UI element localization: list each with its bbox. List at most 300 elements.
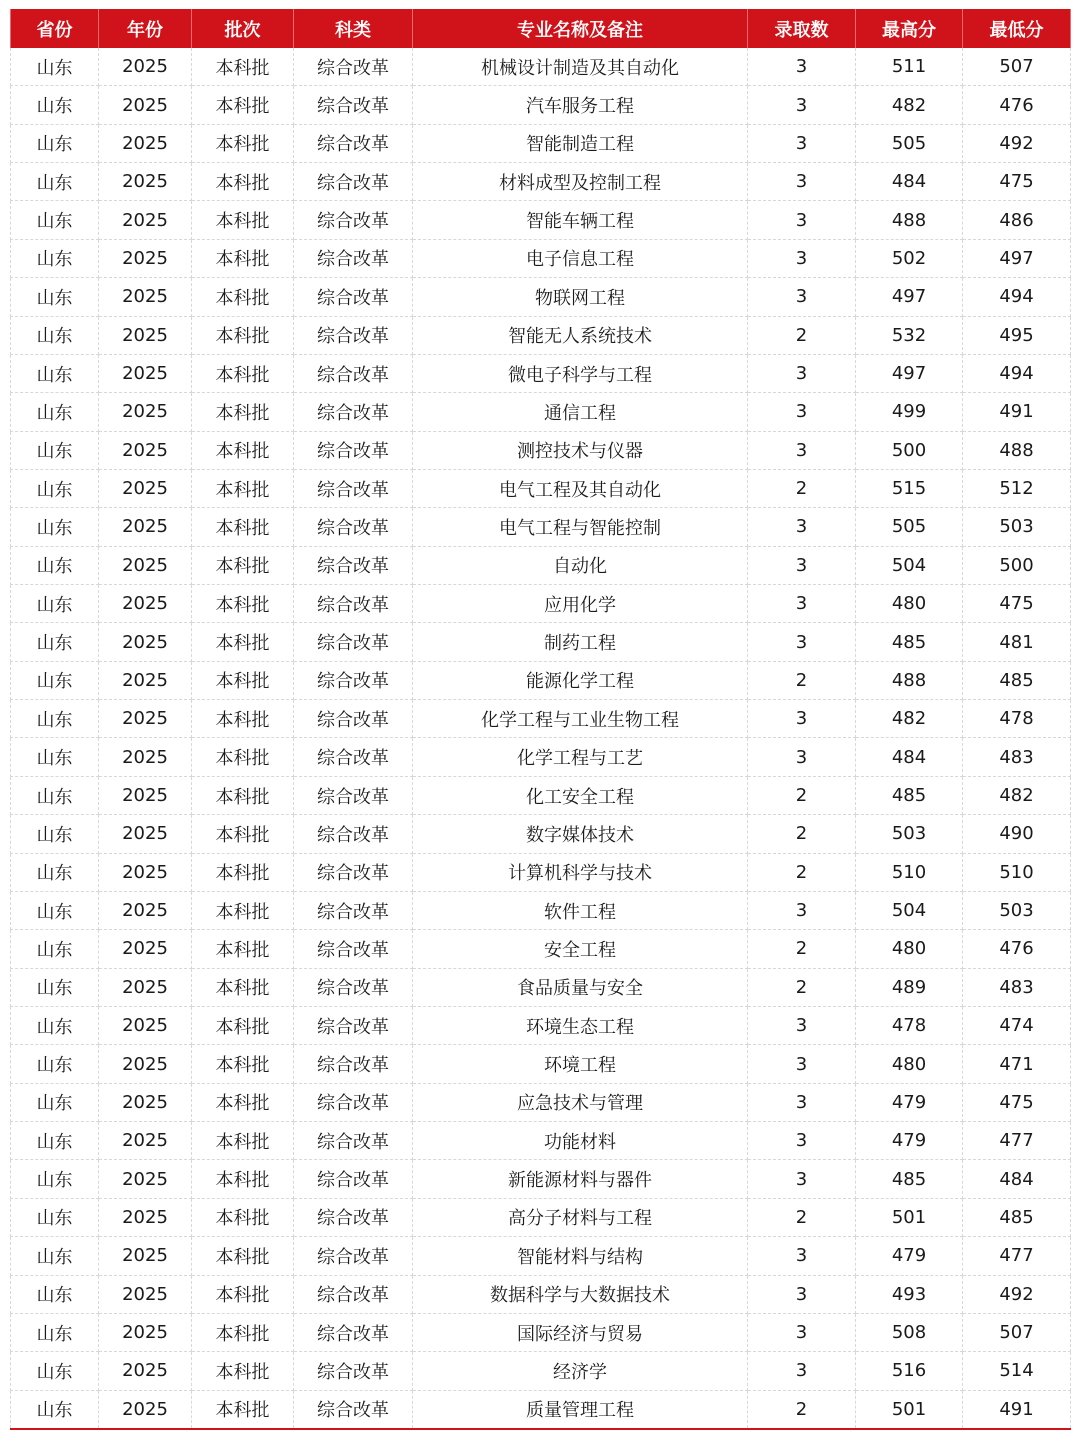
- min-score-cell: 486: [963, 201, 1071, 239]
- header-row: [11, 9, 1071, 48]
- table-row: [11, 48, 1071, 86]
- major-cell: 制药工程: [413, 623, 748, 661]
- min-score-cell: 492: [963, 124, 1071, 162]
- max-score-cell: 501: [856, 1198, 963, 1236]
- min-score-cell: 485: [963, 661, 1071, 699]
- min-score-cell: 503: [963, 891, 1071, 929]
- header-admitted-count: 录取数: [748, 9, 856, 48]
- major-cell: 环境生态工程: [413, 1006, 748, 1044]
- category-cell: 综合改革: [294, 316, 413, 354]
- table-row: [11, 968, 1071, 1006]
- category-cell: 综合改革: [294, 1083, 413, 1121]
- table-row: [11, 393, 1071, 431]
- max-score-cell: 482: [856, 700, 963, 738]
- table-row: [11, 738, 1071, 776]
- admitted-count-cell: 3: [748, 124, 856, 162]
- table-row: [11, 1198, 1071, 1236]
- province-cell: 山东: [11, 738, 99, 776]
- major-cell: 通信工程: [413, 393, 748, 431]
- max-score-cell: 500: [856, 431, 963, 469]
- province-cell: 山东: [11, 316, 99, 354]
- year-cell: 2025: [99, 891, 192, 929]
- max-score-cell: 510: [856, 853, 963, 891]
- admitted-count-cell: 2: [748, 853, 856, 891]
- batch-cell: 本科批: [192, 86, 294, 124]
- province-cell: 山东: [11, 1160, 99, 1198]
- major-cell: 化学工程与工业生物工程: [413, 700, 748, 738]
- min-score-cell: 481: [963, 623, 1071, 661]
- major-cell: 机械设计制造及其自动化: [413, 48, 748, 86]
- province-cell: 山东: [11, 700, 99, 738]
- max-score-cell: 479: [856, 1237, 963, 1275]
- year-cell: 2025: [99, 1006, 192, 1044]
- batch-cell: 本科批: [192, 239, 294, 277]
- province-cell: 山东: [11, 930, 99, 968]
- max-score-cell: 499: [856, 393, 963, 431]
- category-cell: 综合改革: [294, 1275, 413, 1313]
- major-cell: 质量管理工程: [413, 1390, 748, 1429]
- max-score-cell: 480: [856, 930, 963, 968]
- major-cell: 数据科学与大数据技术: [413, 1275, 748, 1313]
- major-cell: 环境工程: [413, 1045, 748, 1083]
- batch-cell: 本科批: [192, 1006, 294, 1044]
- max-score-cell: 480: [856, 1045, 963, 1083]
- province-cell: 山东: [11, 48, 99, 86]
- category-cell: 综合改革: [294, 393, 413, 431]
- category-cell: 综合改革: [294, 661, 413, 699]
- table-row: [11, 1122, 1071, 1160]
- max-score-cell: 482: [856, 86, 963, 124]
- major-cell: 国际经济与贸易: [413, 1313, 748, 1351]
- major-cell: 智能无人系统技术: [413, 316, 748, 354]
- province-cell: 山东: [11, 776, 99, 814]
- year-cell: 2025: [99, 163, 192, 201]
- major-cell: 软件工程: [413, 891, 748, 929]
- province-cell: 山东: [11, 469, 99, 507]
- province-cell: 山东: [11, 393, 99, 431]
- major-cell: 化学工程与工艺: [413, 738, 748, 776]
- year-cell: 2025: [99, 201, 192, 239]
- batch-cell: 本科批: [192, 1160, 294, 1198]
- year-cell: 2025: [99, 930, 192, 968]
- admission-scores-table: [10, 9, 1071, 1430]
- admitted-count-cell: 3: [748, 86, 856, 124]
- admitted-count-cell: 3: [748, 278, 856, 316]
- batch-cell: 本科批: [192, 661, 294, 699]
- table-row: [11, 930, 1071, 968]
- year-cell: 2025: [99, 661, 192, 699]
- min-score-cell: 476: [963, 86, 1071, 124]
- major-cell: 智能材料与结构: [413, 1237, 748, 1275]
- batch-cell: 本科批: [192, 1122, 294, 1160]
- min-score-cell: 512: [963, 469, 1071, 507]
- major-cell: 数字媒体技术: [413, 815, 748, 853]
- province-cell: 山东: [11, 201, 99, 239]
- province-cell: 山东: [11, 1122, 99, 1160]
- major-cell: 汽车服务工程: [413, 86, 748, 124]
- category-cell: 综合改革: [294, 1390, 413, 1429]
- min-score-cell: 475: [963, 585, 1071, 623]
- min-score-cell: 477: [963, 1122, 1071, 1160]
- category-cell: 综合改革: [294, 1045, 413, 1083]
- province-cell: 山东: [11, 124, 99, 162]
- province-cell: 山东: [11, 891, 99, 929]
- year-cell: 2025: [99, 1275, 192, 1313]
- category-cell: 综合改革: [294, 853, 413, 891]
- batch-cell: 本科批: [192, 1198, 294, 1236]
- major-cell: 材料成型及控制工程: [413, 163, 748, 201]
- max-score-cell: 504: [856, 891, 963, 929]
- batch-cell: 本科批: [192, 469, 294, 507]
- table-body: [11, 48, 1071, 1429]
- year-cell: 2025: [99, 1083, 192, 1121]
- batch-cell: 本科批: [192, 1083, 294, 1121]
- province-cell: 山东: [11, 853, 99, 891]
- header-province: 省份: [11, 9, 99, 48]
- min-score-cell: 477: [963, 1237, 1071, 1275]
- admitted-count-cell: 3: [748, 585, 856, 623]
- category-cell: 综合改革: [294, 1122, 413, 1160]
- batch-cell: 本科批: [192, 508, 294, 546]
- province-cell: 山东: [11, 239, 99, 277]
- admitted-count-cell: 3: [748, 1352, 856, 1390]
- year-cell: 2025: [99, 815, 192, 853]
- year-cell: 2025: [99, 968, 192, 1006]
- batch-cell: 本科批: [192, 354, 294, 392]
- min-score-cell: 471: [963, 1045, 1071, 1083]
- table-row: [11, 585, 1071, 623]
- admitted-count-cell: 3: [748, 201, 856, 239]
- admitted-count-cell: 3: [748, 393, 856, 431]
- table-row: [11, 891, 1071, 929]
- major-cell: 智能制造工程: [413, 124, 748, 162]
- category-cell: 综合改革: [294, 278, 413, 316]
- year-cell: 2025: [99, 546, 192, 584]
- batch-cell: 本科批: [192, 815, 294, 853]
- min-score-cell: 514: [963, 1352, 1071, 1390]
- batch-cell: 本科批: [192, 700, 294, 738]
- major-cell: 功能材料: [413, 1122, 748, 1160]
- min-score-cell: 491: [963, 1390, 1071, 1429]
- batch-cell: 本科批: [192, 546, 294, 584]
- batch-cell: 本科批: [192, 1275, 294, 1313]
- admitted-count-cell: 3: [748, 700, 856, 738]
- category-cell: 综合改革: [294, 738, 413, 776]
- table-row: [11, 316, 1071, 354]
- admitted-count-cell: 3: [748, 623, 856, 661]
- min-score-cell: 495: [963, 316, 1071, 354]
- table-header: [11, 9, 1071, 48]
- major-cell: 电子信息工程: [413, 239, 748, 277]
- table-row: [11, 661, 1071, 699]
- table-row: [11, 354, 1071, 392]
- major-cell: 化工安全工程: [413, 776, 748, 814]
- province-cell: 山东: [11, 431, 99, 469]
- batch-cell: 本科批: [192, 776, 294, 814]
- major-cell: 电气工程与智能控制: [413, 508, 748, 546]
- province-cell: 山东: [11, 1045, 99, 1083]
- batch-cell: 本科批: [192, 1390, 294, 1429]
- table-row: [11, 278, 1071, 316]
- category-cell: 综合改革: [294, 891, 413, 929]
- min-score-cell: 488: [963, 431, 1071, 469]
- table-row: [11, 776, 1071, 814]
- year-cell: 2025: [99, 1122, 192, 1160]
- max-score-cell: 504: [856, 546, 963, 584]
- table-row: [11, 1352, 1071, 1390]
- min-score-cell: 497: [963, 239, 1071, 277]
- batch-cell: 本科批: [192, 930, 294, 968]
- province-cell: 山东: [11, 163, 99, 201]
- major-cell: 应用化学: [413, 585, 748, 623]
- table-row: [11, 163, 1071, 201]
- year-cell: 2025: [99, 623, 192, 661]
- admitted-count-cell: 2: [748, 661, 856, 699]
- major-cell: 计算机科学与技术: [413, 853, 748, 891]
- batch-cell: 本科批: [192, 585, 294, 623]
- admitted-count-cell: 3: [748, 354, 856, 392]
- max-score-cell: 479: [856, 1122, 963, 1160]
- admitted-count-cell: 2: [748, 968, 856, 1006]
- min-score-cell: 491: [963, 393, 1071, 431]
- min-score-cell: 507: [963, 1313, 1071, 1351]
- table-row: [11, 1083, 1071, 1121]
- min-score-cell: 482: [963, 776, 1071, 814]
- admitted-count-cell: 3: [748, 1006, 856, 1044]
- category-cell: 综合改革: [294, 546, 413, 584]
- admitted-count-cell: 3: [748, 1045, 856, 1083]
- admitted-count-cell: 2: [748, 815, 856, 853]
- admitted-count-cell: 2: [748, 1390, 856, 1429]
- major-cell: 电气工程及其自动化: [413, 469, 748, 507]
- min-score-cell: 483: [963, 968, 1071, 1006]
- table-row: [11, 469, 1071, 507]
- category-cell: 综合改革: [294, 930, 413, 968]
- min-score-cell: 475: [963, 163, 1071, 201]
- max-score-cell: 488: [856, 661, 963, 699]
- province-cell: 山东: [11, 1352, 99, 1390]
- category-cell: 综合改革: [294, 48, 413, 86]
- max-score-cell: 511: [856, 48, 963, 86]
- admitted-count-cell: 2: [748, 1198, 856, 1236]
- min-score-cell: 510: [963, 853, 1071, 891]
- header-major: 专业名称及备注: [413, 9, 748, 48]
- batch-cell: 本科批: [192, 124, 294, 162]
- category-cell: 综合改革: [294, 354, 413, 392]
- major-cell: 测控技术与仪器: [413, 431, 748, 469]
- category-cell: 综合改革: [294, 1352, 413, 1390]
- category-cell: 综合改革: [294, 239, 413, 277]
- table-row: [11, 1313, 1071, 1351]
- major-cell: 安全工程: [413, 930, 748, 968]
- max-score-cell: 479: [856, 1083, 963, 1121]
- year-cell: 2025: [99, 1390, 192, 1429]
- year-cell: 2025: [99, 431, 192, 469]
- year-cell: 2025: [99, 508, 192, 546]
- province-cell: 山东: [11, 585, 99, 623]
- year-cell: 2025: [99, 700, 192, 738]
- major-cell: 食品质量与安全: [413, 968, 748, 1006]
- header-max-score: 最高分: [856, 9, 963, 48]
- category-cell: 综合改革: [294, 431, 413, 469]
- admitted-count-cell: 2: [748, 316, 856, 354]
- min-score-cell: 492: [963, 1275, 1071, 1313]
- category-cell: 综合改革: [294, 623, 413, 661]
- max-score-cell: 485: [856, 776, 963, 814]
- table-row: [11, 86, 1071, 124]
- year-cell: 2025: [99, 469, 192, 507]
- table-row: [11, 1237, 1071, 1275]
- table-row: [11, 201, 1071, 239]
- table-row: [11, 1006, 1071, 1044]
- admitted-count-cell: 3: [748, 1122, 856, 1160]
- year-cell: 2025: [99, 1045, 192, 1083]
- max-score-cell: 516: [856, 1352, 963, 1390]
- category-cell: 综合改革: [294, 1313, 413, 1351]
- admitted-count-cell: 3: [748, 431, 856, 469]
- admitted-count-cell: 3: [748, 546, 856, 584]
- category-cell: 综合改革: [294, 1006, 413, 1044]
- table-row: [11, 1045, 1071, 1083]
- table-row: [11, 1275, 1071, 1313]
- table-row: [11, 431, 1071, 469]
- batch-cell: 本科批: [192, 891, 294, 929]
- max-score-cell: 485: [856, 623, 963, 661]
- table-row: [11, 1160, 1071, 1198]
- min-score-cell: 483: [963, 738, 1071, 776]
- batch-cell: 本科批: [192, 1352, 294, 1390]
- batch-cell: 本科批: [192, 968, 294, 1006]
- province-cell: 山东: [11, 278, 99, 316]
- province-cell: 山东: [11, 1313, 99, 1351]
- admitted-count-cell: 3: [748, 239, 856, 277]
- major-cell: 应急技术与管理: [413, 1083, 748, 1121]
- header-batch: 批次: [192, 9, 294, 48]
- table-row: [11, 1390, 1071, 1429]
- year-cell: 2025: [99, 1352, 192, 1390]
- min-score-cell: 475: [963, 1083, 1071, 1121]
- header-year: 年份: [99, 9, 192, 48]
- year-cell: 2025: [99, 393, 192, 431]
- min-score-cell: 494: [963, 278, 1071, 316]
- year-cell: 2025: [99, 1237, 192, 1275]
- max-score-cell: 503: [856, 815, 963, 853]
- max-score-cell: 488: [856, 201, 963, 239]
- province-cell: 山东: [11, 1237, 99, 1275]
- year-cell: 2025: [99, 239, 192, 277]
- category-cell: 综合改革: [294, 469, 413, 507]
- table-row: [11, 124, 1071, 162]
- category-cell: 综合改革: [294, 815, 413, 853]
- admitted-count-cell: 3: [748, 508, 856, 546]
- min-score-cell: 494: [963, 354, 1071, 392]
- max-score-cell: 497: [856, 354, 963, 392]
- batch-cell: 本科批: [192, 853, 294, 891]
- year-cell: 2025: [99, 278, 192, 316]
- year-cell: 2025: [99, 1198, 192, 1236]
- province-cell: 山东: [11, 1390, 99, 1429]
- year-cell: 2025: [99, 1160, 192, 1198]
- category-cell: 综合改革: [294, 163, 413, 201]
- batch-cell: 本科批: [192, 48, 294, 86]
- admitted-count-cell: 2: [748, 776, 856, 814]
- min-score-cell: 476: [963, 930, 1071, 968]
- category-cell: 综合改革: [294, 700, 413, 738]
- admitted-count-cell: 3: [748, 1237, 856, 1275]
- batch-cell: 本科批: [192, 316, 294, 354]
- max-score-cell: 508: [856, 1313, 963, 1351]
- province-cell: 山东: [11, 623, 99, 661]
- admitted-count-cell: 3: [748, 891, 856, 929]
- max-score-cell: 497: [856, 278, 963, 316]
- header-min-score: 最低分: [963, 9, 1071, 48]
- category-cell: 综合改革: [294, 201, 413, 239]
- max-score-cell: 505: [856, 508, 963, 546]
- admitted-count-cell: 3: [748, 1275, 856, 1313]
- category-cell: 综合改革: [294, 86, 413, 124]
- batch-cell: 本科批: [192, 163, 294, 201]
- province-cell: 山东: [11, 1083, 99, 1121]
- table-row: [11, 508, 1071, 546]
- max-score-cell: 493: [856, 1275, 963, 1313]
- admitted-count-cell: 2: [748, 930, 856, 968]
- province-cell: 山东: [11, 1198, 99, 1236]
- table-row: [11, 700, 1071, 738]
- batch-cell: 本科批: [192, 1237, 294, 1275]
- major-cell: 高分子材料与工程: [413, 1198, 748, 1236]
- category-cell: 综合改革: [294, 585, 413, 623]
- major-cell: 经济学: [413, 1352, 748, 1390]
- province-cell: 山东: [11, 546, 99, 584]
- category-cell: 综合改革: [294, 508, 413, 546]
- header-category: 科类: [294, 9, 413, 48]
- table-row: [11, 815, 1071, 853]
- min-score-cell: 484: [963, 1160, 1071, 1198]
- year-cell: 2025: [99, 738, 192, 776]
- province-cell: 山东: [11, 1275, 99, 1313]
- year-cell: 2025: [99, 48, 192, 86]
- province-cell: 山东: [11, 661, 99, 699]
- year-cell: 2025: [99, 124, 192, 162]
- category-cell: 综合改革: [294, 1237, 413, 1275]
- min-score-cell: 500: [963, 546, 1071, 584]
- admitted-count-cell: 3: [748, 1160, 856, 1198]
- batch-cell: 本科批: [192, 393, 294, 431]
- admitted-count-cell: 3: [748, 48, 856, 86]
- admitted-count-cell: 2: [748, 469, 856, 507]
- max-score-cell: 502: [856, 239, 963, 277]
- max-score-cell: 484: [856, 163, 963, 201]
- min-score-cell: 503: [963, 508, 1071, 546]
- min-score-cell: 474: [963, 1006, 1071, 1044]
- category-cell: 综合改革: [294, 1160, 413, 1198]
- year-cell: 2025: [99, 86, 192, 124]
- table-row: [11, 623, 1071, 661]
- major-cell: 能源化学工程: [413, 661, 748, 699]
- batch-cell: 本科批: [192, 1045, 294, 1083]
- major-cell: 智能车辆工程: [413, 201, 748, 239]
- max-score-cell: 489: [856, 968, 963, 1006]
- max-score-cell: 505: [856, 124, 963, 162]
- category-cell: 综合改革: [294, 124, 413, 162]
- batch-cell: 本科批: [192, 1313, 294, 1351]
- admitted-count-cell: 3: [748, 163, 856, 201]
- admitted-count-cell: 3: [748, 1313, 856, 1351]
- admission-table-container: [10, 9, 1070, 1430]
- batch-cell: 本科批: [192, 278, 294, 316]
- table-row: [11, 853, 1071, 891]
- major-cell: 新能源材料与器件: [413, 1160, 748, 1198]
